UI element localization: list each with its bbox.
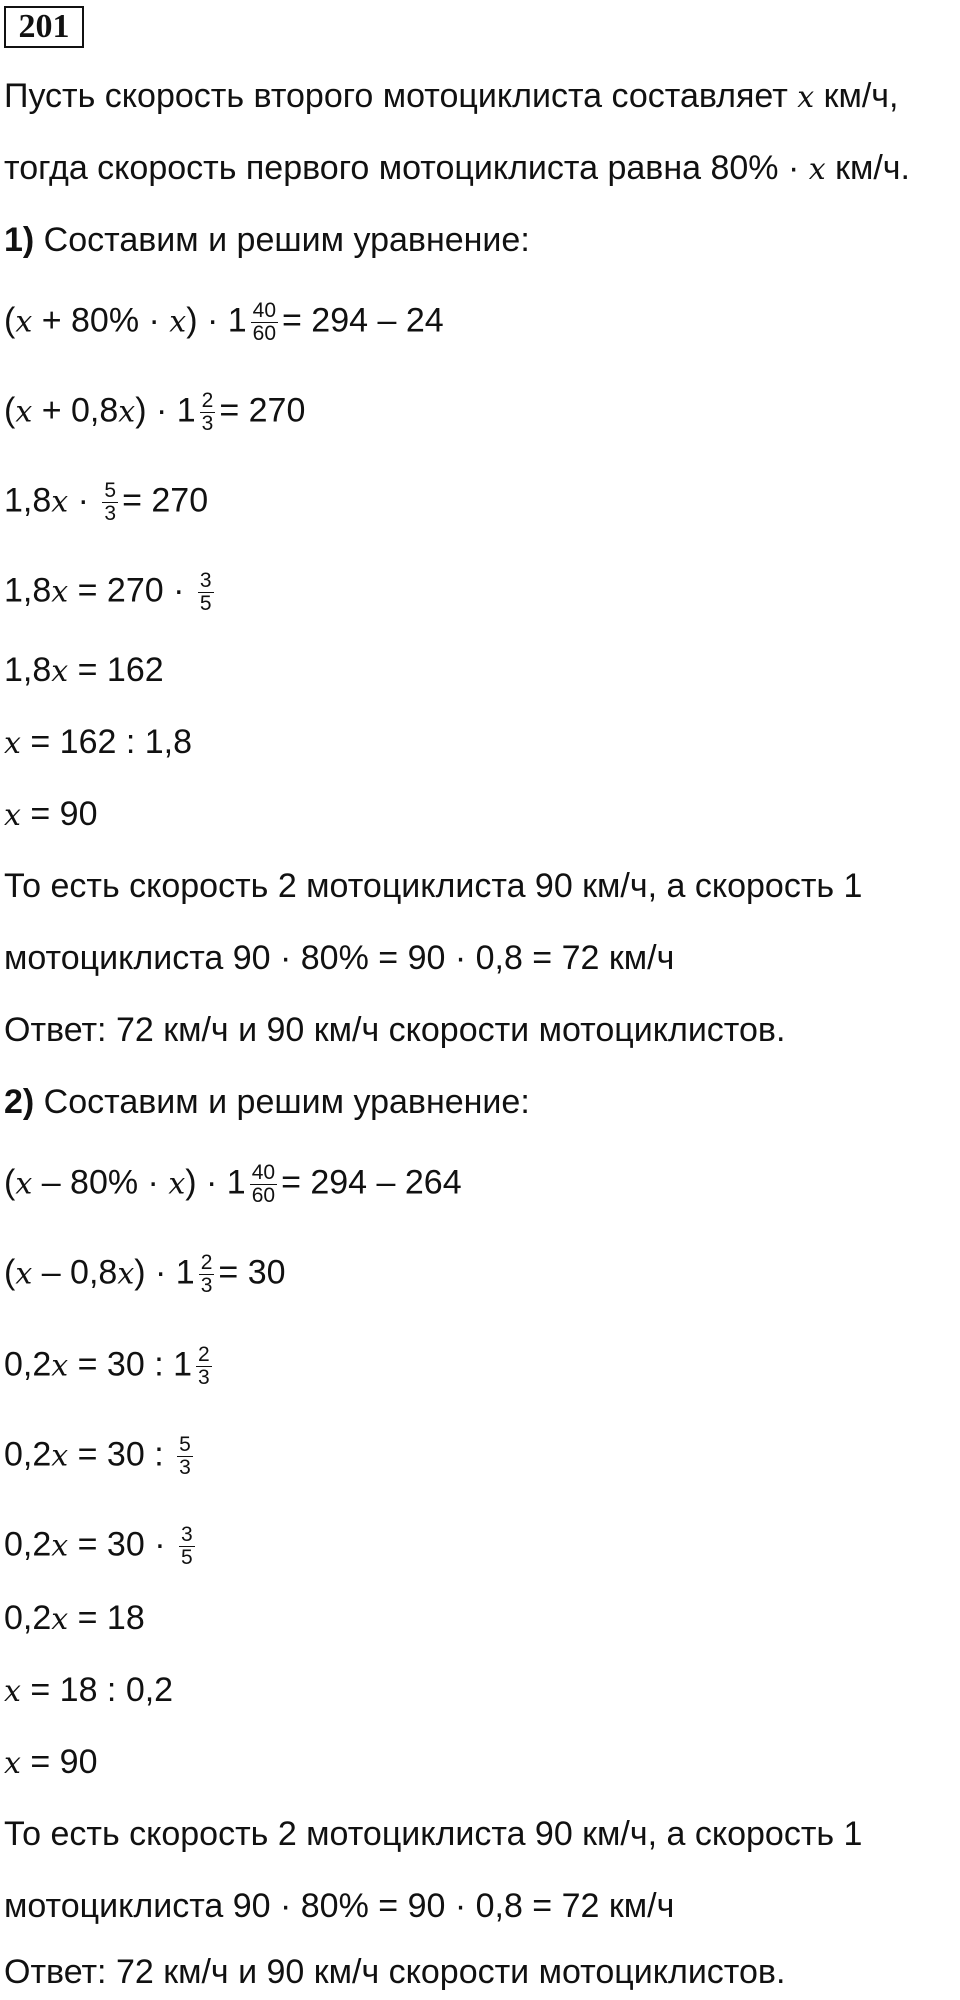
fraction: $\frac{3}{5}$	[180, 1523, 193, 1569]
part2-equation-4: 0,2x = 30 : $\frac{5}{3}$	[4, 1433, 191, 1479]
fraction: $\frac{40}{60}$	[252, 299, 276, 345]
fraction: $\frac{3}{5}$	[199, 569, 212, 615]
part1-result-1: То есть скорость 2 мотоциклиста 90 км/ч, а скорость 1	[4, 867, 863, 905]
part1-result-2: мотоциклиста 90 · 80% = 90 · 0,8 = 72 км/ч	[4, 939, 675, 977]
part1-equation-7: x = 90	[4, 795, 98, 833]
intro-line-2: тогда скорость первого мотоциклиста равна 80% · x км/ч.	[4, 149, 910, 187]
fraction: $\frac{2}{3}$	[201, 389, 214, 435]
fraction: $\frac{2}{3}$	[200, 1251, 213, 1297]
problem-number-box: 201	[4, 6, 84, 48]
part2-result-2: мотоциклиста 90 · 80% = 90 · 0,8 = 72 км/ч	[4, 1887, 675, 1925]
part1-equation-4: 1,8x = 270 · $\frac{3}{5}$	[4, 569, 212, 615]
part2-equation-5: 0,2x = 30 · $\frac{3}{5}$	[4, 1523, 193, 1569]
part2-equation-6: 0,2x = 18	[4, 1599, 145, 1637]
fraction: $\frac{2}{3}$	[198, 1343, 210, 1389]
part2-heading: 2) Составим и решим уравнение:	[4, 1083, 530, 1121]
fraction: $\frac{5}{3}$	[104, 479, 117, 525]
part1-answer: Ответ: 72 км/ч и 90 км/ч скорости мотоциклистов.	[4, 1011, 786, 1049]
part2-answer: Ответ: 72 км/ч и 90 км/ч скорости мотоциклистов.	[4, 1953, 786, 1991]
part1-equation-5: 1,8x = 162	[4, 651, 164, 689]
part1-heading: 1) Составим и решим уравнение:	[4, 221, 530, 259]
part2-equation-1: (x – 80% · x) · 1 $\frac{40}{60}$ = 294 – 264	[4, 1161, 462, 1207]
fraction: $\frac{40}{60}$	[251, 1161, 276, 1207]
part2-equation-8: x = 90	[4, 1743, 98, 1781]
intro-line-1: Пусть скорость второго мотоциклиста составляет x км/ч,	[4, 77, 899, 115]
part2-equation-7: x = 18 : 0,2	[4, 1671, 174, 1709]
part1-equation-1: (x + 80% · x) · 1 $\frac{40}{60}$ = 294 – 24	[4, 299, 444, 345]
part2-equation-2: (x – 0,8x) · 1 $\frac{2}{3}$ = 30	[4, 1251, 286, 1297]
part1-equation-2: (x + 0,8x) · 1 $\frac{2}{3}$ = 270	[4, 389, 306, 435]
part1-equation-3: 1,8x · $\frac{5}{3}$ = 270	[4, 479, 209, 525]
fraction: $\frac{5}{3}$	[179, 1433, 191, 1479]
part2-result-1: То есть скорость 2 мотоциклиста 90 км/ч, а скорость 1	[4, 1815, 863, 1853]
part1-equation-6: x = 162 : 1,8	[4, 723, 193, 761]
part2-equation-3: 0,2x = 30 : 1 $\frac{2}{3}$	[4, 1343, 210, 1389]
